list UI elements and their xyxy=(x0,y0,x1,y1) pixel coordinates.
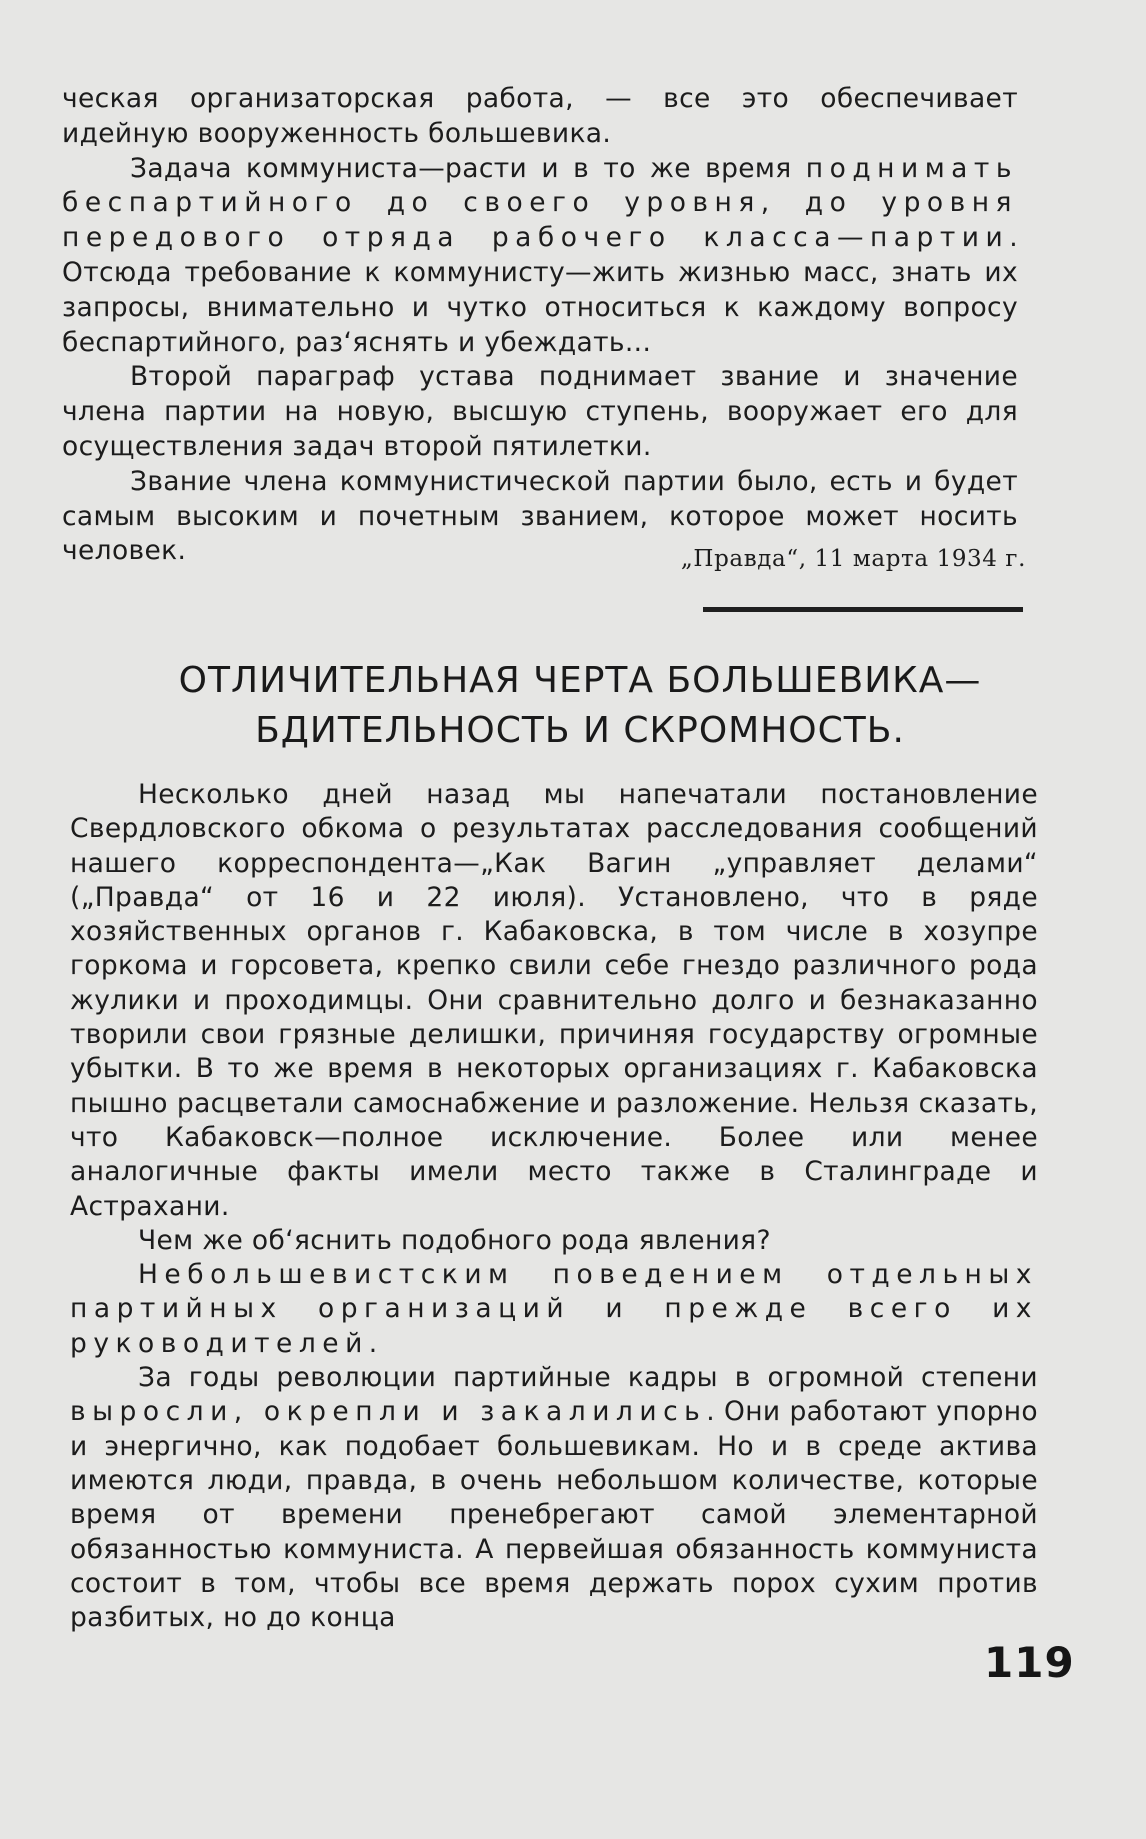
spaced-emphasis-paragraph: Небольшевистским поведением отдельных партийных организаций и прежде всего их руководителей. xyxy=(70,1259,1038,1359)
spaced-emphasis: выросли, окрепли и закалились xyxy=(70,1396,707,1428)
paragraph-text: Задача коммуниста—расти и в то же время xyxy=(130,152,792,184)
paragraph: ческая организаторская работа, — все это обеспечивает идейную вооруженность большевика. xyxy=(62,83,1018,149)
paragraph-text: За годы революции партийные кадры в огромной степени xyxy=(138,1362,1038,1394)
section-divider xyxy=(703,607,1023,612)
page-number: 119 xyxy=(984,1638,1075,1687)
article-title-line: БДИТЕЛЬНОСТЬ И СКРОМНОСТЬ. xyxy=(255,710,905,751)
paragraph: Второй параграф устава поднимает звание и значение члена партии на новую, высшую ступень, вооружает его для осуществления задач второй пятилетки. xyxy=(62,361,1018,462)
article-title xyxy=(60,656,1100,756)
paragraph-text: . Отсюда требование к коммунисту—жить жизнью масс, знать их запросы, внимательно и чутко относиться к каждому вопросу беспартийного, раз‘яснять и убеждать... xyxy=(62,222,1018,358)
source-citation: „Правда“, 11 марта 1934 г. xyxy=(680,546,1026,572)
paragraph: Звание члена коммунистической партии было, есть и будет самым высоким и почетным званием, которое может носить человек. xyxy=(62,465,1018,567)
paragraph xyxy=(62,152,1018,361)
paragraph: Чем же об‘яснить подобного рода явления? xyxy=(138,1224,771,1256)
article-body xyxy=(70,778,1038,1635)
article-title-line: ОТЛИЧИТЕЛЬНАЯ ЧЕРТА БОЛЬШЕВИКА— xyxy=(178,660,982,701)
paragraph: Несколько дней назад мы напечатали постановление Свердловского обкома о результатах расследования сообщений нашего корреспондента—„Как Вагин „управляет делами“ („Правда“ от 16 и 22 июля). Установлено, что в ряде хозяйственных органов г. Кабаковска, в том числе в хозупре горкома и горсовета, крепко свили себе гнездо различного рода жулики и проходимцы. Они сравнительно долго и безнаказанно творили свои грязные делишки, причиняя государству огромные убытки. В то же время в некоторых организациях г. Кабаковска пышно расцветали самоснабжение и разложение. Нельзя сказать, что Кабаковск—полное исключение. Более или менее аналогичные факты имели место также в Сталинграде и Астрахани. xyxy=(70,779,1038,1222)
paragraph xyxy=(70,1361,1038,1635)
previous-article-ending xyxy=(62,82,1018,569)
spaced-emphasis: поднимать беспартийного до своего уровня, до уровня передового отряда рабочего класса—партии xyxy=(62,152,1018,254)
paragraph-text: . Они работают упорно и энергично, как подобает большевикам. Но и в среде актива имеются люди, правда, в очень небольшом количестве, которые время от времени пренебрегают самой элементарной обязанностью коммуниста. А первейшая обязанность коммуниста состоит в том, чтобы все время держать порох сухим против разбитых, но до конца xyxy=(70,1396,1038,1634)
